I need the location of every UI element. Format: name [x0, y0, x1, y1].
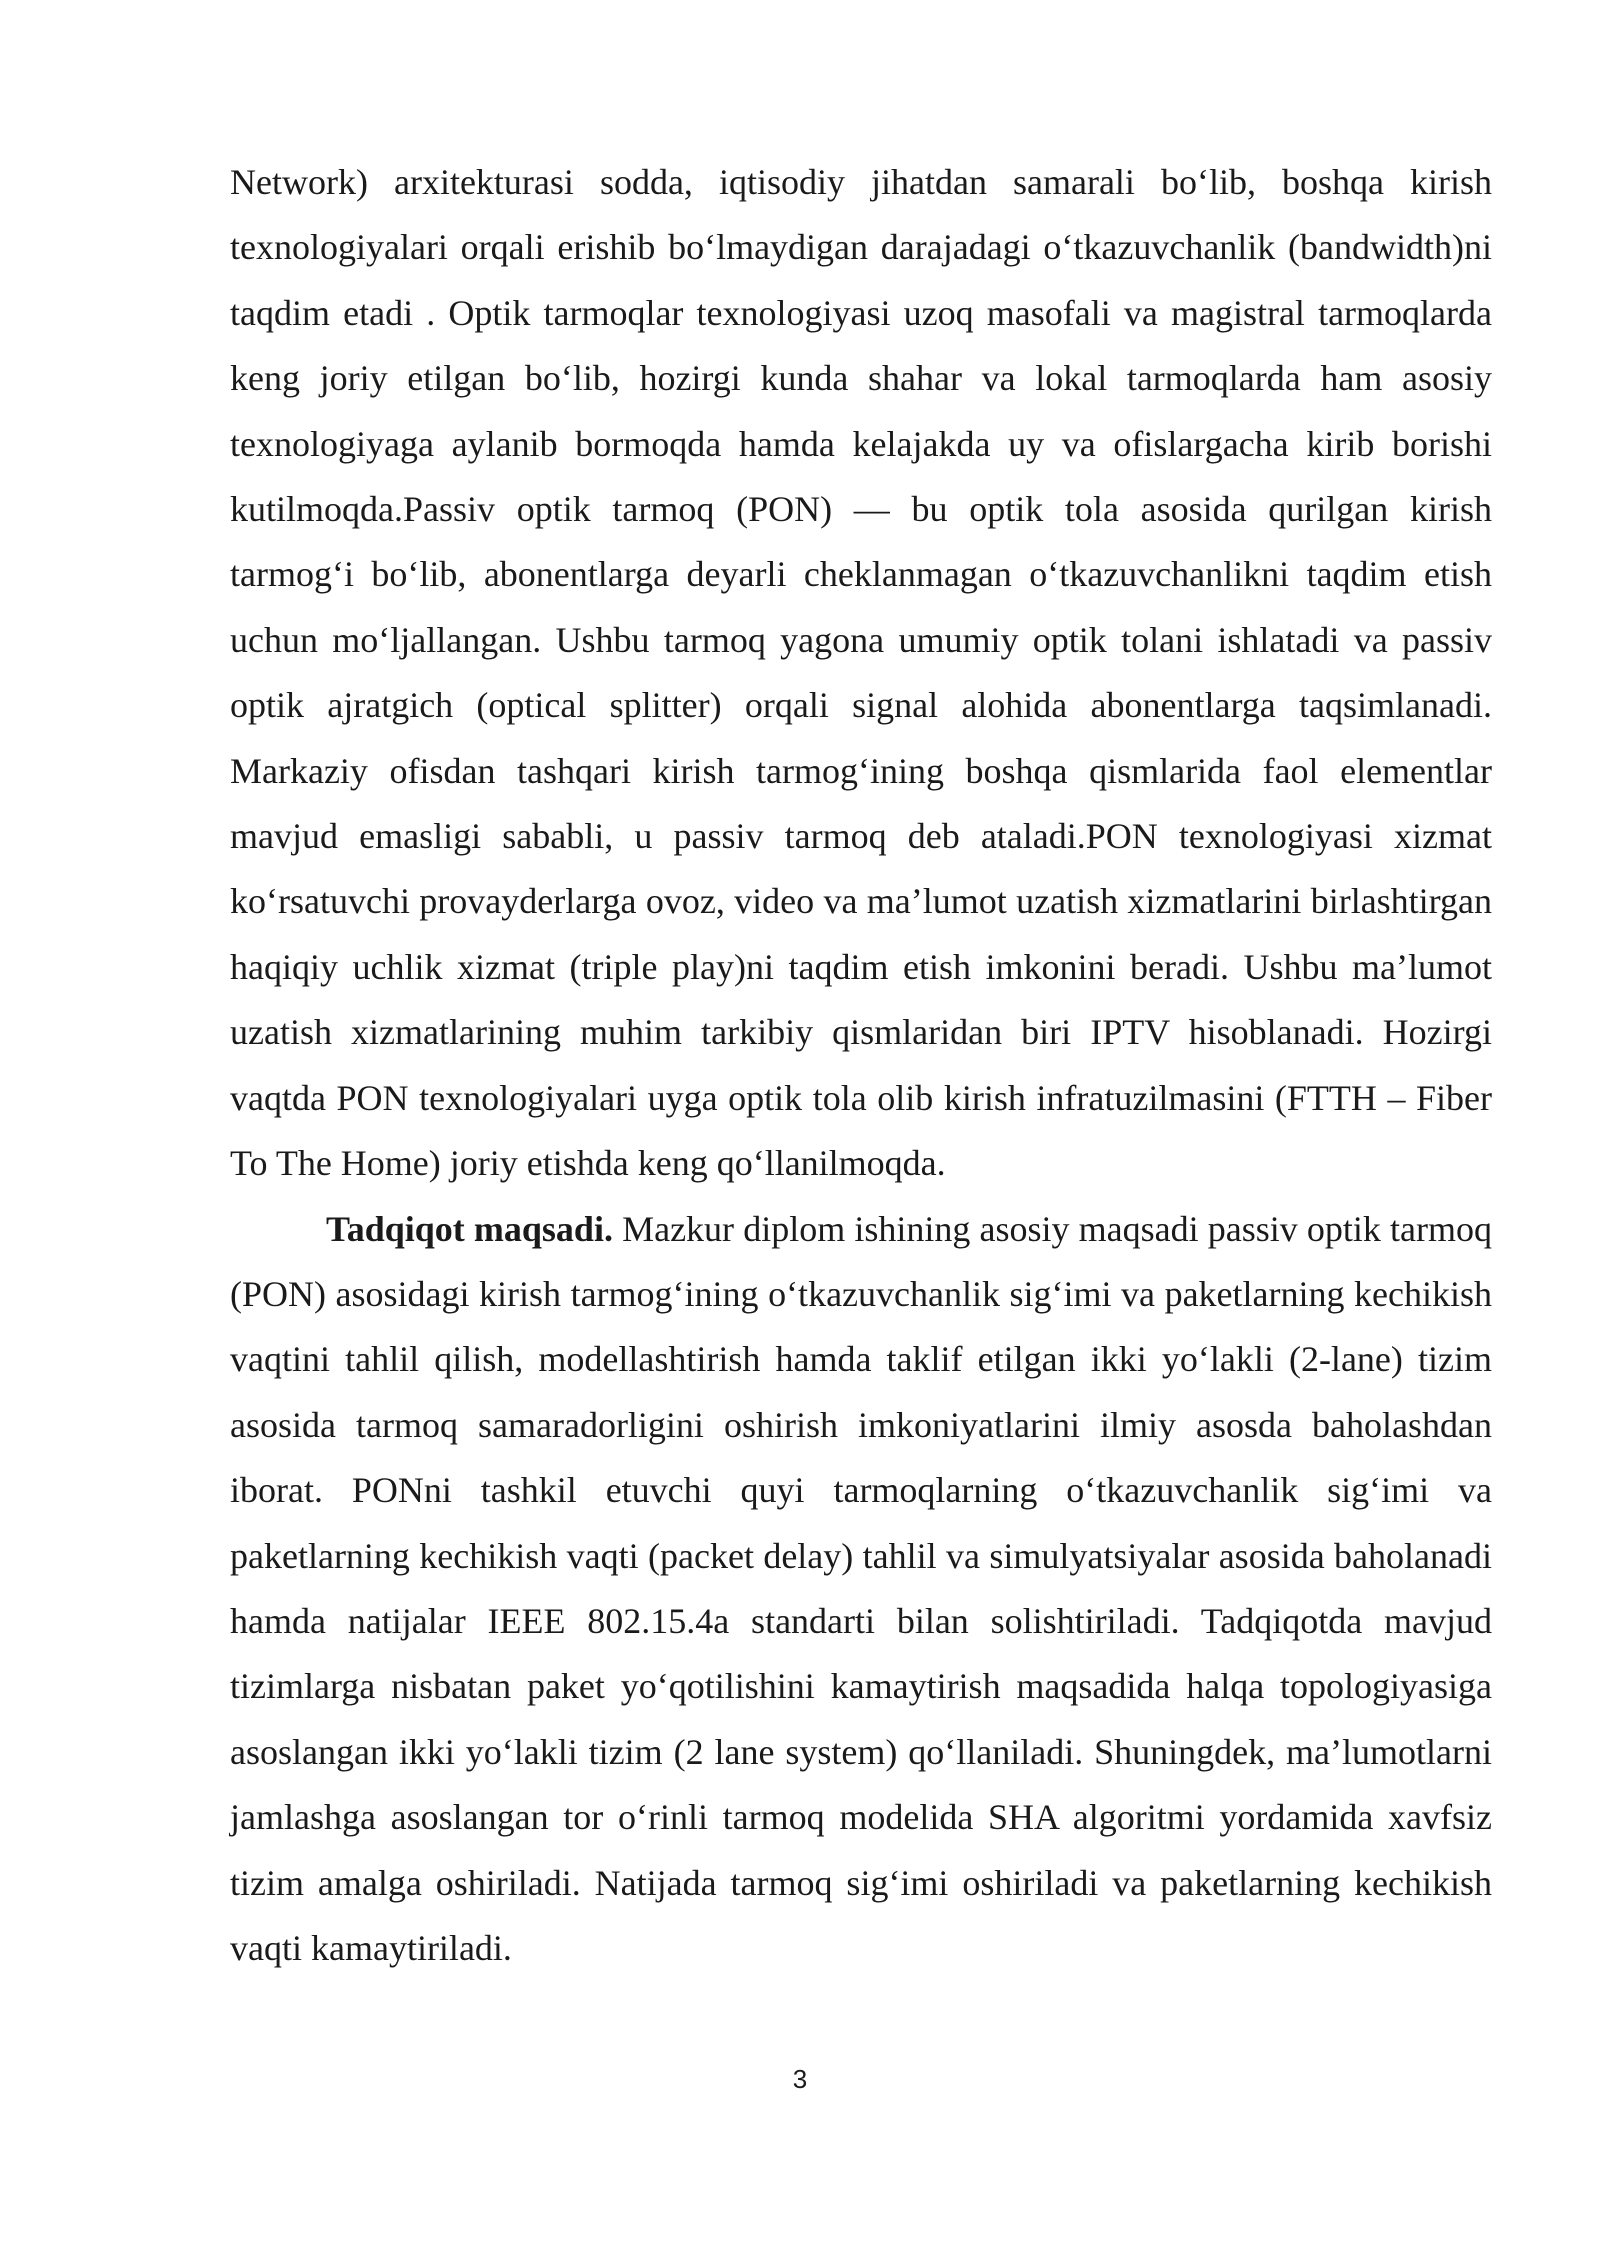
- paragraph-intro-text: Network) arxitekturasi sodda, iqtisodiy jihatdan samarali bo‘lib, boshqa kirish texnologiyalari orqali erishib bo‘lmaydigan darajadagi o‘tkazuvchanlik (bandwidth)ni taqdim etadi . Optik tarmoqlar texnologiyasi uzoq masofali va magistral tarmoqlarda keng joriy etilgan bo‘lib, hozirgi kunda shahar va lokal tarmoqlarda ham asosiy texnologiyaga aylanib bormoqda hamda kelajakda uy va ofislargacha kirib borishi kutilmoqda.Passiv optik tarmoq (PON) — bu optik tola asosida qurilgan kirish tarmog‘i bo‘lib, abonentlarga deyarli cheklanmagan o‘tkazuvchanlikni taqdim etish uchun mo‘ljallangan. Ushbu tarmoq yagona umumiy optik tolani ishlatadi va passiv optik ajratgich (optical splitter) orqali signal alohida abonentlarga taqsimlanadi. Markaziy ofisdan tashqari kirish tarmog‘ining boshqa qismlarida faol elementlar mavjud emasligi sababli, u passiv tarmoq deb ataladi.PON texnologiyasi xizmat ko‘rsatuvchi provayderlarga ovoz, video va ma’lumot uzatish xizmatlarini birlashtirgan haqiqiy uchlik xizmat (triple play)ni taqdim etish imkonini beradi. Ushbu ma’lumot uzatish xizmatlarining muhim tarkibiy qismlaridan biri IPTV hisoblanadi. Hozirgi vaqtda PON texnologiyalari uyga optik tola olib kirish infratuzilmasini (FTTH – Fiber To The Home) joriy etishda keng qo‘llanilmoqda.: [230, 162, 1492, 1184]
- page-number: 3: [792, 2064, 808, 2094]
- paragraph-research-goal: [230, 1197, 1492, 1982]
- body-text: [230, 150, 1492, 1981]
- paragraph-research-goal-heading: Tadqiqot maqsadi.: [326, 1208, 613, 1249]
- paragraph-research-goal-text: Mazkur diplom ishining asosiy maqsadi passiv optik tarmoq (PON) asosidagi kirish tarmog‘ining o‘tkazuvchanlik sig‘imi va paketlarning kechikish vaqtini tahlil qilish, modellashtirish hamda taklif etilgan ikki yo‘lakli (2-lane) tizim asosida tarmoq samaradorligini oshirish imkoniyatlarini ilmiy asosda baholashdan iborat. PONni tashkil etuvchi quyi tarmoqlarning o‘tkazuvchanlik sig‘imi va paketlarning kechikish vaqti (packet delay) tahlil va simulyatsiyalar asosida baholanadi hamda natijalar IEEE 802.15.4a standarti bilan solishtiriladi. Tadqiqotda mavjud tizimlarga nisbatan paket yo‘qotilishini kamaytirish maqsadida halqa topologiyasiga asoslangan ikki yo‘lakli tizim (2 lane system) qo‘llaniladi. Shuningdek, ma’lumotlarni jamlashga asoslangan tor o‘rinli tarmoq modelida SHA algoritmi yordamida xavfsiz tizim amalga oshiriladi. Natijada tarmoq sig‘imi oshiriladi va paketlarning kechikish vaqti kamaytiriladi.: [230, 1208, 1492, 1968]
- paragraph-intro: [230, 150, 1492, 1197]
